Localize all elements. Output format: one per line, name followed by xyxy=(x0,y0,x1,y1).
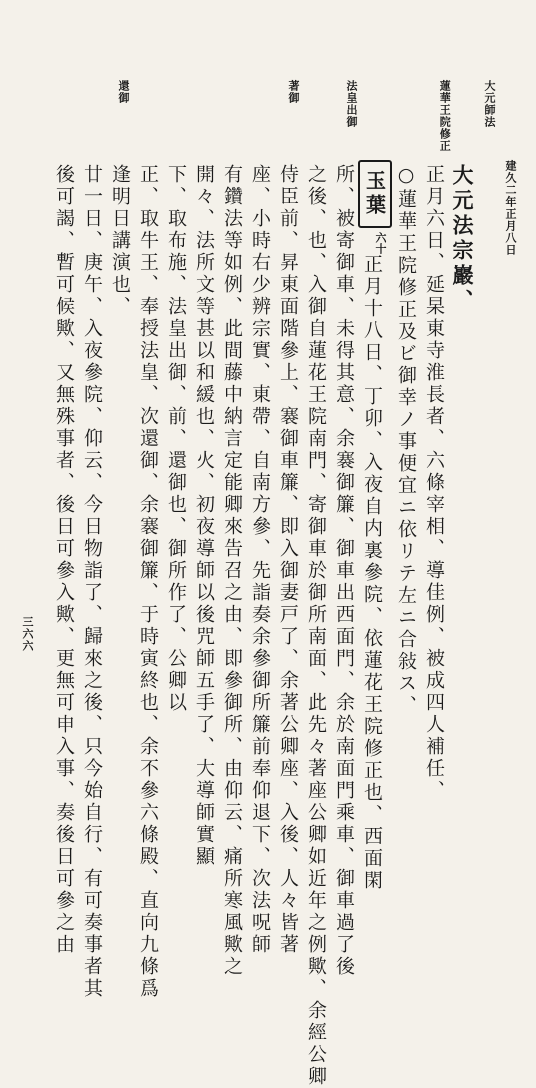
text-column: ○蓮華王院修正及ビ御幸ノ事便宜ニ依リテ左ニ合敍ス、 xyxy=(395,164,417,717)
book-title: 玉葉 xyxy=(362,170,387,218)
text-column: 所、被寄御車、未得其意、余褰御簾、御車出西面門、余於南面門乘車、御車過了後 xyxy=(333,164,355,978)
text-column: 之後、也、入御自蓮花王院南門、寄御車於御所南面、此先々著座公卿如近年之例歟、余經公卿 xyxy=(305,164,327,1088)
margin-note: 法皇出御 xyxy=(345,80,358,128)
book-title-box xyxy=(358,160,392,228)
margin-note: 著御 xyxy=(287,80,300,104)
text-column: 有鑽法等如例、此間藤中納言定能卿來告召之由、即參御所、由仰云、痛所寒風歟之 xyxy=(221,164,243,978)
text-column: 開々、法所文等甚以和緩也、火、初夜導師以後咒師五手了、大導師實顯 xyxy=(193,164,215,868)
page-number: 三六六 xyxy=(21,616,34,652)
text-column: 後可謁、暫可候歟、又無殊事者、後日可參入歟、更無可申入事、奏後日可參之由 xyxy=(53,164,75,956)
text-column: 侍臣前、昇東面階參上、褰御車簾、即入御妻戸了、余著公卿座、入後、人々皆著 xyxy=(277,164,299,956)
section-heading: 大元法宗巖、 xyxy=(450,164,475,314)
text-column: 正月十八日、丁卯、入夜自内裏參院、依蓮花王院修正也、西面閑 xyxy=(361,254,383,892)
margin-note: 還御 xyxy=(117,80,130,104)
margin-note: 大元師法 xyxy=(483,80,496,128)
text-column: 座、小時右少辨宗實、東帶、自南方參、先詣奏余參御所簾前奉仰退下、次法呪師 xyxy=(249,164,271,956)
volume-number: 六十 xyxy=(374,232,387,254)
text-column: 廿一日、庚午、入夜參院、仰云、今日物詣了、歸來之後、只今始自行、有可奏事者其 xyxy=(81,164,103,1000)
text-column: 逢明日講演也、 xyxy=(109,164,131,318)
text-column: 正月六日、延杲東寺淮長者、六條宰相、導佳例、被成四人補任、 xyxy=(423,164,445,802)
text-column: 下、取布施、法皇出御、前、還御也、御所作了、公卿以 xyxy=(165,164,187,714)
text-column: 正、取牛王、奉授法皇、次還御、余褰御簾、于時寅終也、余不參六條殿、直向九條爲 xyxy=(137,164,159,1000)
page-date: 建久二年正月八日 xyxy=(504,160,517,256)
margin-note: 蓮華王院修正 xyxy=(438,80,452,152)
